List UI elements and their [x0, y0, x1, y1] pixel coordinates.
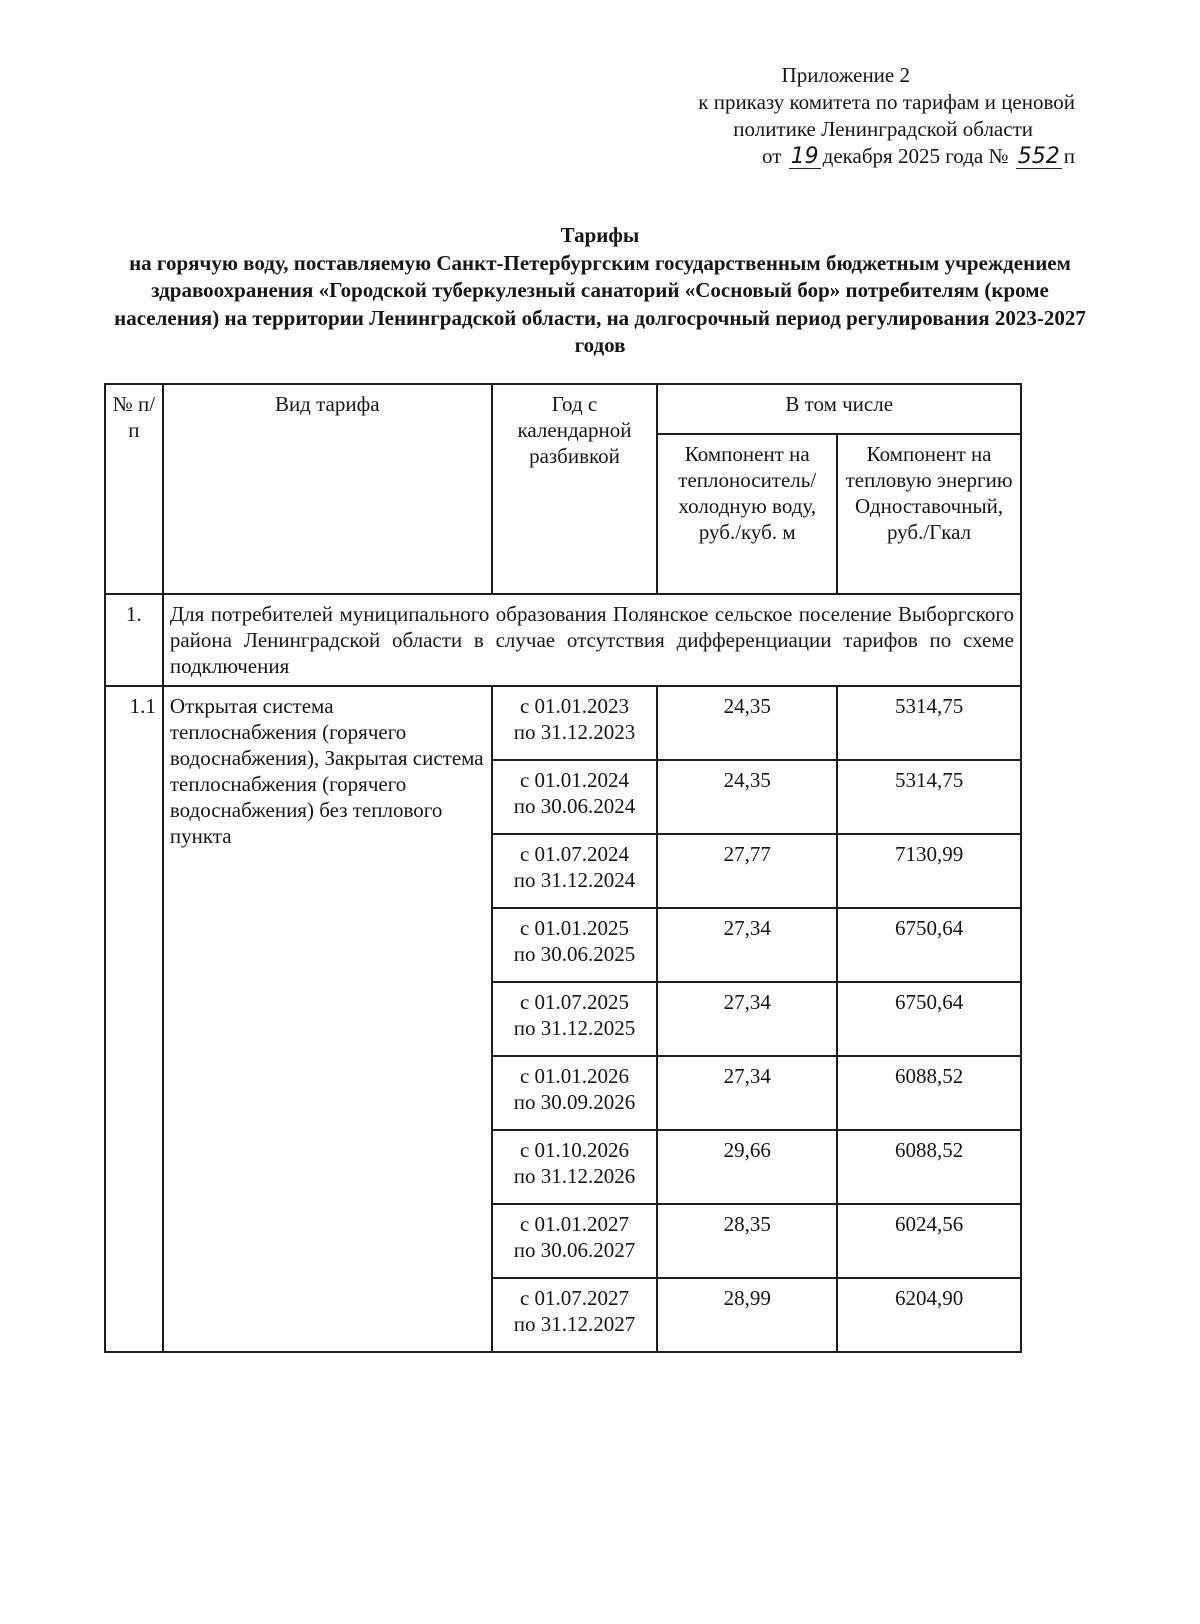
period-from: с 01.10.2026 [519, 1138, 630, 1162]
period-from: с 01.01.2025 [519, 916, 630, 940]
period-cell [492, 1278, 658, 1352]
header-year: Год с календарной разбивкой [492, 384, 658, 594]
period-cell [492, 1056, 658, 1130]
heat-value: 5314,75 [837, 686, 1021, 760]
heat-value: 6750,64 [837, 908, 1021, 982]
water-value: 24,35 [657, 686, 837, 760]
period-to: по 30.06.2024 [513, 794, 636, 818]
period-cell [492, 908, 658, 982]
section-num: 1. [105, 594, 163, 686]
period-cell [492, 686, 658, 760]
water-value: 29,66 [657, 1130, 837, 1204]
header-heat-component: Компонент на тепловую энергию Одноставочный, руб./Гкал [837, 434, 1021, 594]
water-value: 28,35 [657, 1204, 837, 1278]
period-from: с 01.01.2024 [519, 768, 630, 792]
period-cell [492, 1130, 658, 1204]
period-to: по 31.12.2025 [513, 1016, 636, 1040]
period-from: с 01.07.2027 [519, 1286, 630, 1310]
section-description: Для потребителей муниципального образования Полянское сельское поселение Выборгского района Ленинградской области в случае отсутствия дифференциации тарифов по схеме подключения [163, 594, 1021, 686]
period-from: с 01.07.2025 [519, 990, 630, 1014]
period-from: с 01.01.2027 [519, 1212, 630, 1236]
water-value: 27,34 [657, 1056, 837, 1130]
committee-line: политике Ленинградской области [733, 117, 1033, 141]
period-cell [492, 982, 658, 1056]
header-num: № п/п [105, 384, 163, 594]
water-value: 27,34 [657, 982, 837, 1056]
period-to: по 30.06.2027 [513, 1238, 636, 1262]
document-title: Тарифы [560, 223, 640, 247]
period-to: по 31.12.2023 [513, 720, 636, 744]
period-from: с 01.07.2024 [519, 842, 630, 866]
period-to: по 31.12.2024 [513, 868, 636, 892]
date-prefix: от [762, 144, 782, 168]
document-subtitle: на горячую воду, поставляемую Санкт-Петербургским государственным бюджетным учреждением здравоохранения «Городской туберкулезный санаторий «Сосновый бор» потребителям (кроме населения) на территории Ленинградской области, на долгосрочный период регулирования 2023-2027 годов [114, 250, 1086, 357]
heat-value: 6088,52 [837, 1130, 1021, 1204]
header-kind: Вид тарифа [163, 384, 492, 594]
period-to: по 30.09.2026 [513, 1090, 636, 1114]
header-including: В том числе [657, 384, 1021, 434]
order-line: к приказу комитета по тарифам и ценовой [698, 90, 1075, 114]
heat-value: 6024,56 [837, 1204, 1021, 1278]
handwritten-order-number: 552 [1017, 144, 1060, 169]
heat-value: 5314,75 [837, 760, 1021, 834]
heat-value: 6088,52 [837, 1056, 1021, 1130]
period-cell [492, 1204, 658, 1278]
period-to: по 30.06.2025 [513, 942, 636, 966]
period-cell [492, 834, 658, 908]
header-water-component: Компонент на теплоноситель/ холодную воду, руб./куб. м [657, 434, 837, 594]
period-to: по 31.12.2027 [513, 1312, 636, 1336]
heat-value: 7130,99 [837, 834, 1021, 908]
appendix-header [555, 62, 1075, 170]
water-value: 28,99 [657, 1278, 837, 1352]
heat-value: 6750,64 [837, 982, 1021, 1056]
group-num: 1.1 [105, 686, 163, 1352]
order-date-line [555, 143, 1075, 170]
water-value: 27,34 [657, 908, 837, 982]
period-cell [492, 760, 658, 834]
water-value: 27,77 [657, 834, 837, 908]
period-from: с 01.01.2026 [519, 1064, 630, 1088]
document-title-block [100, 222, 1100, 360]
period-to: по 31.12.2026 [513, 1164, 636, 1188]
handwritten-day: 19 [790, 144, 819, 169]
date-rest: декабря 2025 года № [822, 144, 1009, 168]
heat-value: 6204,90 [837, 1278, 1021, 1352]
group-kind: Открытая система теплоснабжения (горячего водоснабжения), Закрытая система теплоснабжения (горячего водоснабжения) без теплового пункта [163, 686, 492, 1352]
water-value: 24,35 [657, 760, 837, 834]
appendix-label: Приложение 2 [781, 63, 910, 87]
tariff-table [104, 383, 1022, 1353]
order-suffix: п [1063, 144, 1075, 168]
period-from: с 01.01.2023 [519, 694, 630, 718]
